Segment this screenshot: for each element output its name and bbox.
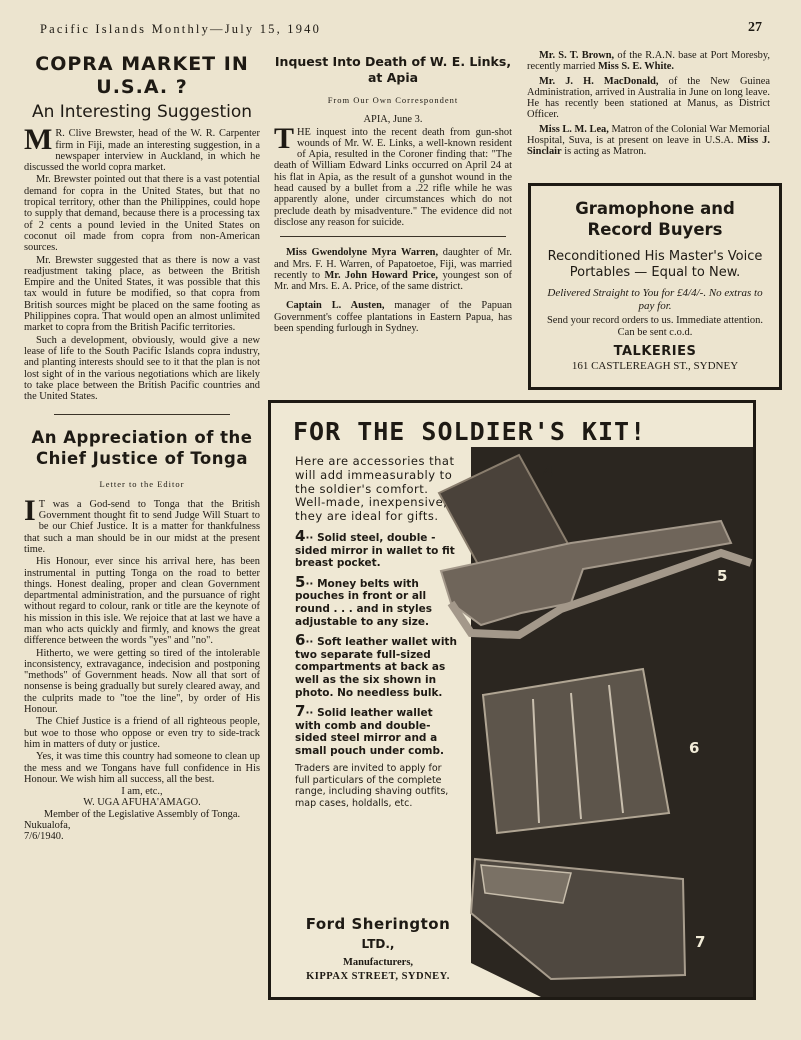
- tonga-paragraph: Hitherto, we were getting so tired of the intolerable inconsistency, extravagance, indecision and postponing "methods" of Government heads. Now all that sort of nonsense is being gradually but surely cleared away, and the culprits made to "toe the line", by order of His Honour.: [24, 647, 260, 716]
- advert-company-name: Ford Sherington: [305, 915, 451, 933]
- photo-label-5: 5: [717, 567, 728, 585]
- gramophone-advert-title: Gramophone and Record Buyers: [575, 199, 735, 239]
- advert-item-7: 7·· Solid leather wallet with comb and double-sided steel mirror and a small pouch under comb.: [295, 702, 444, 757]
- gramophone-advert-subtitle: Reconditioned His Master's Voice Portables — Equal to New.: [547, 249, 763, 280]
- letter-date: 7/6/1940.: [24, 831, 64, 843]
- tonga-paragraph: I T was a God-send to Tonga that the British Government thought fit to send Judge Will Stuart to be our Chief Justice. It is a matter for thankfulness that such a man should be in our midst at the present time.: [24, 493, 260, 555]
- copra-paragraph: Mr. Brewster pointed out that there is a vast potential demand for copra in the United States, but that no tropical territory, other than the Philippines, could hope to supply that demand, because there is a processing tax of 2 cents a pound levied in the United States on coconut oil made from copra from non-American sources.: [24, 174, 260, 254]
- personal-note-lea: Miss L. M. Lea, Matron of the Colonial War Memorial Hospital, Suva, is at present on leave in U.S.A. Miss J. Sinclair is acting as Matron.: [527, 123, 771, 158]
- drop-cap: T: [274, 121, 295, 155]
- letter-signature-title: Member of the Legislative Assembly of Tonga.: [43, 808, 241, 820]
- advert-item-4: 4·· Solid steel, double - sided mirror in wallet to fit breast pocket.: [295, 526, 455, 570]
- advert-item-6: 6·· Soft leather wallet with two separate full-sized compartments at back as well as the six shown in photo. No needless bulk.: [295, 631, 457, 699]
- drop-cap: I: [24, 493, 36, 527]
- gramophone-advert-orders: Send your record orders to us. Immediate attention. Can be sent c.o.d.: [546, 315, 764, 338]
- section-divider: [54, 414, 230, 415]
- advert-company-ltd: LTD.,: [361, 937, 395, 951]
- letter-closing: I am, etc.,: [121, 786, 163, 798]
- section-divider: [280, 236, 506, 237]
- advert-item-5: 5·· Money belts with pouches in front or all round . . . and in styles adjustable to any size.: [295, 572, 432, 628]
- photo-label-7: 7: [695, 933, 706, 951]
- advert-intro: Here are accessories that will add immeasurably to the soldier's comfort. Well-made, inexpensive, they are ideal for gifts.: [295, 454, 455, 524]
- gramophone-advert: [528, 183, 782, 390]
- copra-subheadline: An Interesting Suggestion: [31, 102, 253, 122]
- gramophone-advert-company: TALKERIES: [613, 344, 697, 359]
- letter-signature: W. UGA AFUHA'AMAGO.: [83, 797, 201, 809]
- letter-place: Nukualofa,: [24, 820, 71, 832]
- advert-company-address: KIPPAX STREET, SYDNEY.: [306, 971, 450, 982]
- drop-cap: M: [24, 123, 53, 157]
- inquest-kicker: From Our Own Correspondent: [327, 95, 459, 105]
- soldiers-kit-copy: [295, 455, 457, 809]
- soldiers-kit-advert: [268, 400, 756, 1000]
- inquest-dateline: APIA, June 3.: [363, 114, 423, 126]
- photo-label-6: 6: [689, 739, 700, 757]
- personal-note-macdonald: Mr. J. H. MacDonald, of the New Guinea Administration, arrived in Australia in June on long leave. He has recently been stationed at Manus, as District Officer.: [527, 75, 770, 121]
- page-number: 27: [748, 20, 762, 35]
- inquest-paragraph: THE inquest into the recent death from gun-shot wounds of Mr. W. E. Links, a well-known resident of Apia, resulted in the Coroner finding that: "The death of William Edward Links occurred on April 24 at his flat in Apia, as the result of a gunshot wound in the head caused by a bullet from a .22 rifle while he was apparently alone, under circumstances which do not preclude death by misadventure." The evidence did not disclose any reason for suicide.: [274, 121, 512, 228]
- photo-label-4: 4: [543, 463, 554, 481]
- soldiers-kit-headline: FOR THE SOLDIER'S KIT!: [293, 417, 647, 446]
- inquest-headline: Inquest Into Death of W. E. Links, at Apia: [274, 54, 512, 85]
- copra-paragraph: M R. Clive Brewster, head of the W. R. Carpenter firm in Fiji, made an interesting suggestion, in a newspaper interview in Auckland, in which he discussed the world copra market.: [24, 123, 260, 174]
- tonga-paragraph: His Honour, ever since his arrival here, has been instrumental in putting Tonga on the road to better things. Honest dealing, proper and clean Government departmental administration, and the pursuance of right without regard to colour, rank or title are the keynote of his mission in this isle. We rejoice that at last we have a man who acts quickly and firmly, and knows the great difference between the words "yes" and "no".: [24, 556, 260, 647]
- copra-paragraph: Mr. Brewster suggested that as there is now a vast readjustment taking place, as between the British Empire and the United States, it was possible that this tax would in future be modified, so that copra from British sources might be placed on the same footing as Philippines copra. That would open an almost unlimited market to copra from the British Pacific territories.: [24, 254, 260, 334]
- tonga-kicker: Letter to the Editor: [99, 479, 185, 490]
- advert-traders-note: Traders are invited to apply for full particulars of the complete range, including shaving outfits, map cases, holdalls, etc.: [295, 763, 449, 809]
- gramophone-advert-address: 161 CASTLEREAGH ST., SYDNEY: [571, 360, 739, 372]
- advert-company-role: Manufacturers,: [342, 957, 414, 968]
- gramophone-advert-price: Delivered Straight to You for £4/4/-. No extras to pay for.: [547, 287, 763, 312]
- running-head: Pacific Islands Monthly—July 15, 1940: [40, 22, 322, 36]
- tonga-headline: An Appreciation of the Chief Justice of Tonga: [31, 428, 253, 469]
- advert-company-block: [293, 915, 463, 982]
- tonga-paragraph: The Chief Justice is a friend of all righteous people, but woe to those who oppose or even try to side-track him in matters of duty or justice.: [24, 716, 260, 750]
- column-middle: [274, 48, 512, 335]
- personal-note-austen: Captain L. Austen, manager of the Papuan Government's coffee plantations in Eastern Papua, has been spending furlough in Sydney.: [274, 300, 512, 335]
- tonga-paragraph: Yes, it was time this country had someone to clean up the mess and we Tongans have full confidence in His Honour. We wish him all success, all the best.: [24, 751, 260, 785]
- personal-note-warren: Miss Gwendolyne Myra Warren, daughter of Mr. and Mrs. F. H. Warren, of Papatoetoe, Fiji, was married recently to Mr. John Howard Price, youngest son of Mr. and Mrs. E. A. Price, of the same district.: [274, 247, 513, 293]
- column-left: [24, 48, 260, 843]
- personal-note-brown: Mr. S. T. Brown, of the R.A.N. base at Port Moresby, recently married Miss S. E. White.: [527, 50, 770, 73]
- copra-paragraph: Such a development, obviously, would give a new lease of life to the South Pacific Islands copra industry, and planting interests should see to it that the plan is not lost sight of in the various negotiations which are likely to take place between the British Pacific countries and the United States.: [24, 334, 260, 403]
- column-right: [527, 50, 770, 159]
- copra-headline: COPRA MARKET IN U.S.A. ?: [35, 53, 249, 98]
